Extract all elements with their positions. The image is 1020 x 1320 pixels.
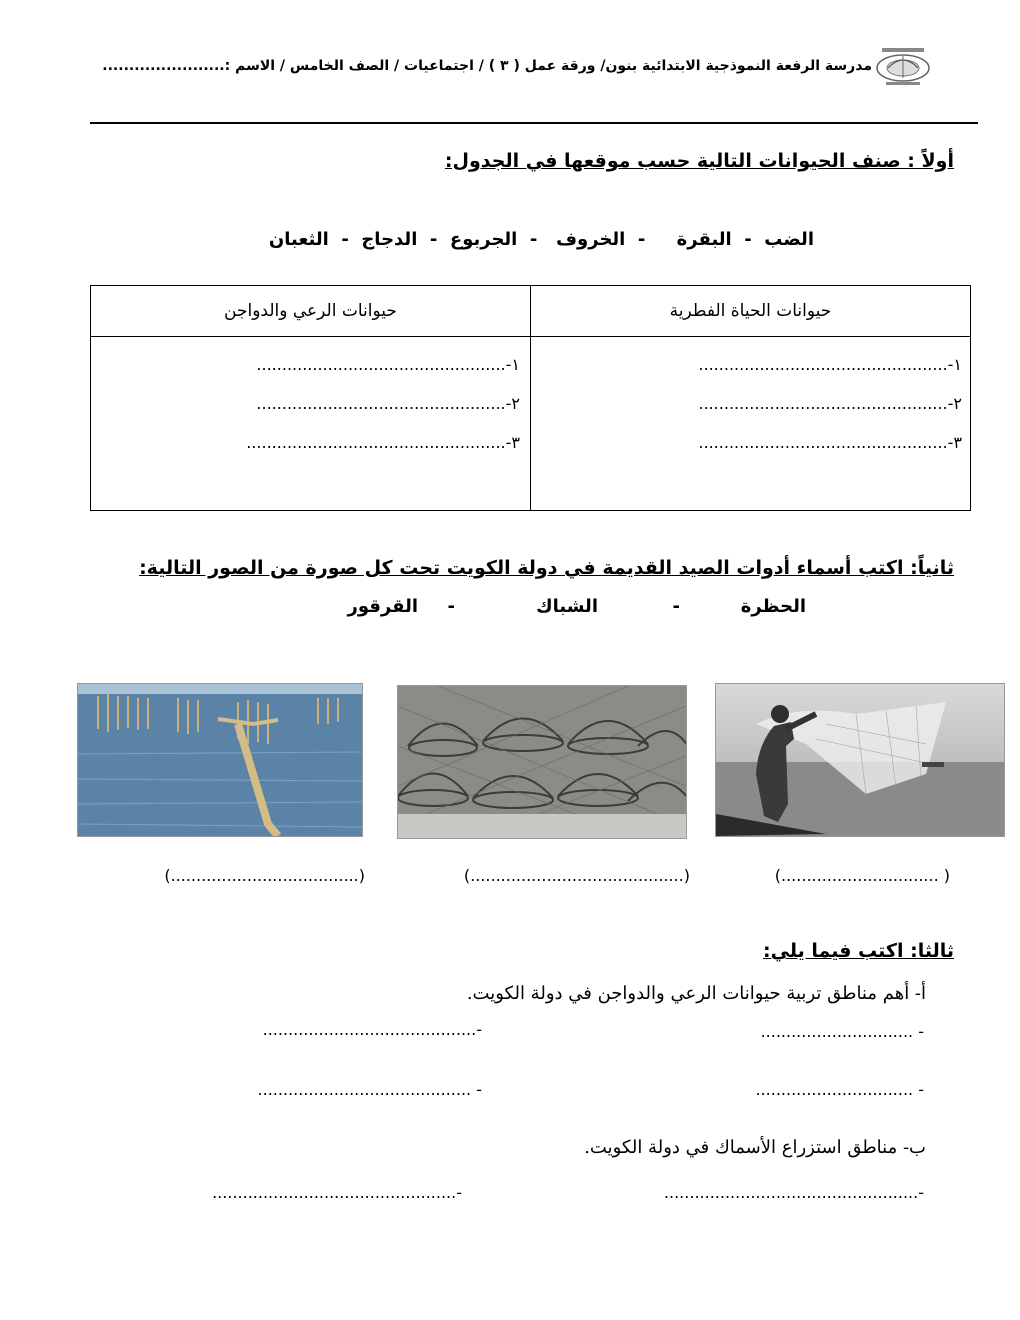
- answer-a-line-4[interactable]: - ..........................................: [257, 1080, 482, 1099]
- wild-line-2[interactable]: ٢-.................................................: [698, 394, 962, 413]
- tool-word-1: الحظرة: [740, 596, 806, 617]
- wild-line-1[interactable]: ١-.................................................: [698, 355, 962, 374]
- col-header-livestock: حيوانات الرعي والدواجن: [91, 286, 531, 337]
- livestock-line-2[interactable]: ٢-.................................................: [256, 394, 520, 413]
- answer-a-line-3[interactable]: - ...............................: [755, 1080, 924, 1099]
- tool-separator-2: -: [447, 596, 455, 617]
- section3-title: ثالثا: اكتب فيما يلي:: [763, 940, 954, 962]
- cast-net-photo: [715, 683, 1005, 837]
- answer-b-line-1[interactable]: -..................................................: [663, 1183, 924, 1202]
- answer-b-line-2[interactable]: -................................................: [212, 1183, 462, 1202]
- caption-hadra[interactable]: (.....................................): [164, 866, 365, 885]
- tool-word-2: الشباك: [536, 596, 598, 617]
- answer-a-line-1[interactable]: - ..............................: [760, 1022, 924, 1041]
- wild-line-3[interactable]: ٣-.................................................: [698, 433, 962, 452]
- caption-gargoor[interactable]: (..........................................): [463, 866, 690, 885]
- tool-separator-1: -: [672, 596, 680, 617]
- tool-word-3: القرقور: [347, 596, 418, 617]
- answer-a-line-2[interactable]: -..........................................: [262, 1020, 482, 1039]
- animal-word-list: الضب - البقرة - الخروف - الجربوع - الدجاج - الثعبان: [268, 229, 814, 250]
- section2-title: ثانياً: اكتب أسماء أدوات الصيد القديمة في دولة الكويت تحت كل صورة من الصور التالية:: [139, 557, 954, 579]
- question-b: ب- مناطق استزراع الأسماك في دولة الكويت.: [584, 1137, 926, 1158]
- school-logo: [874, 42, 932, 90]
- question-a: أ- أهم مناطق تربية حيوانات الرعي والدواجن في دولة الكويت.: [466, 983, 926, 1004]
- header-divider: [90, 122, 978, 124]
- livestock-line-3[interactable]: ٣-...................................................: [246, 433, 520, 452]
- livestock-line-1[interactable]: ١-.................................................: [256, 355, 520, 374]
- col-header-wild: حيوانات الحياة الفطرية: [531, 286, 971, 337]
- caption-cast-net[interactable]: ( ...............................): [774, 866, 950, 885]
- gargoor-traps-photo: [397, 685, 687, 839]
- section1-title: أولاً : صنف الحيوانات التالية حسب موقعها في الجدول:: [444, 150, 954, 172]
- header-line: مدرسة الرفعة النموذجية الابتدائية بنون/ ورقة عمل ( ٣ ) / اجتماعيات / الصف الخامس / الاسم :.......................: [102, 58, 872, 74]
- hadra-weir-photo: [77, 683, 363, 837]
